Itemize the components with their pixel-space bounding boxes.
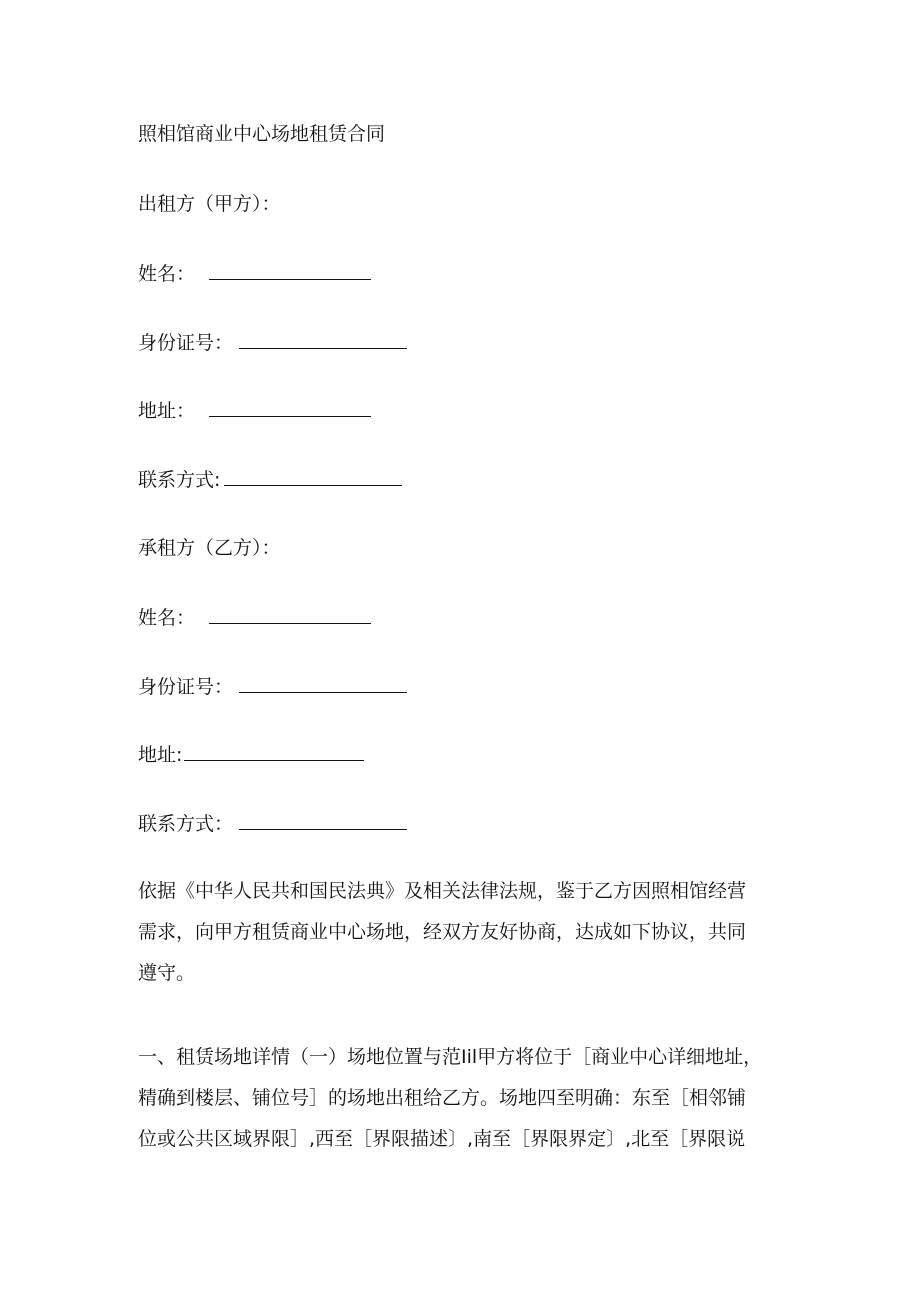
lessee-name-label: 姓名：: [138, 607, 196, 629]
lessee-contact-blank: [239, 809, 407, 830]
lessor-address-label: 地址：: [138, 400, 196, 422]
lessor-name-field: [138, 259, 371, 288]
preamble-line: 依据《中华人民共和国民法典》及相关法律法规，鉴于乙方因照相馆经营: [138, 880, 747, 902]
lessor-contact-field: [138, 465, 402, 494]
lessor-address-field: [138, 396, 371, 425]
preamble-line: 需求，向甲方租赁商业中心场地，经双方友好协商，达成如下协议，共同: [138, 921, 747, 943]
section-one-paragraph: [138, 1037, 788, 1160]
lessee-address-label: 地址:: [138, 744, 183, 766]
lessor-address-blank: [209, 396, 371, 417]
lessee-contact-field: [138, 809, 407, 838]
lessor-id-label: 身份证号：: [138, 332, 234, 354]
section-one-line: 精确到楼层、铺位号］的场地出租给乙方。场地四至明确：东至［相邻铺: [138, 1087, 747, 1109]
lessor-id-field: [138, 328, 407, 357]
document-title: 照相馆商业中心场地租赁合同: [138, 123, 386, 145]
lessee-name-blank: [209, 603, 371, 624]
lessee-address-blank: [184, 740, 364, 761]
lessee-heading: 承租方（乙方）：: [138, 537, 281, 559]
preamble-line: 遵守。: [138, 962, 196, 984]
section-one-line: 一、租赁场地详情（一）场地位置与范Iil甲方将位于［商业中心详细地址，: [138, 1046, 763, 1068]
lessor-contact-label: 联系方式:: [138, 469, 221, 491]
lessor-name-blank: [209, 259, 371, 280]
lessee-id-blank: [239, 672, 407, 693]
preamble-paragraph: [138, 871, 788, 994]
lessor-name-label: 姓名：: [138, 263, 196, 285]
lessee-id-field: [138, 672, 407, 701]
lessee-id-label: 身份证号：: [138, 676, 234, 698]
lessee-contact-label: 联系方式：: [138, 813, 234, 835]
lessor-heading: 出租方（甲方）：: [138, 193, 281, 215]
section-one-line: 位或公共区域界限］,西至［界限描述〕,南至［界限界定〕,北至［界限说: [138, 1128, 746, 1150]
lessee-name-field: [138, 603, 371, 632]
lessee-address-field: [138, 740, 364, 769]
lessor-contact-blank: [224, 465, 402, 486]
lessor-id-blank: [239, 328, 407, 349]
